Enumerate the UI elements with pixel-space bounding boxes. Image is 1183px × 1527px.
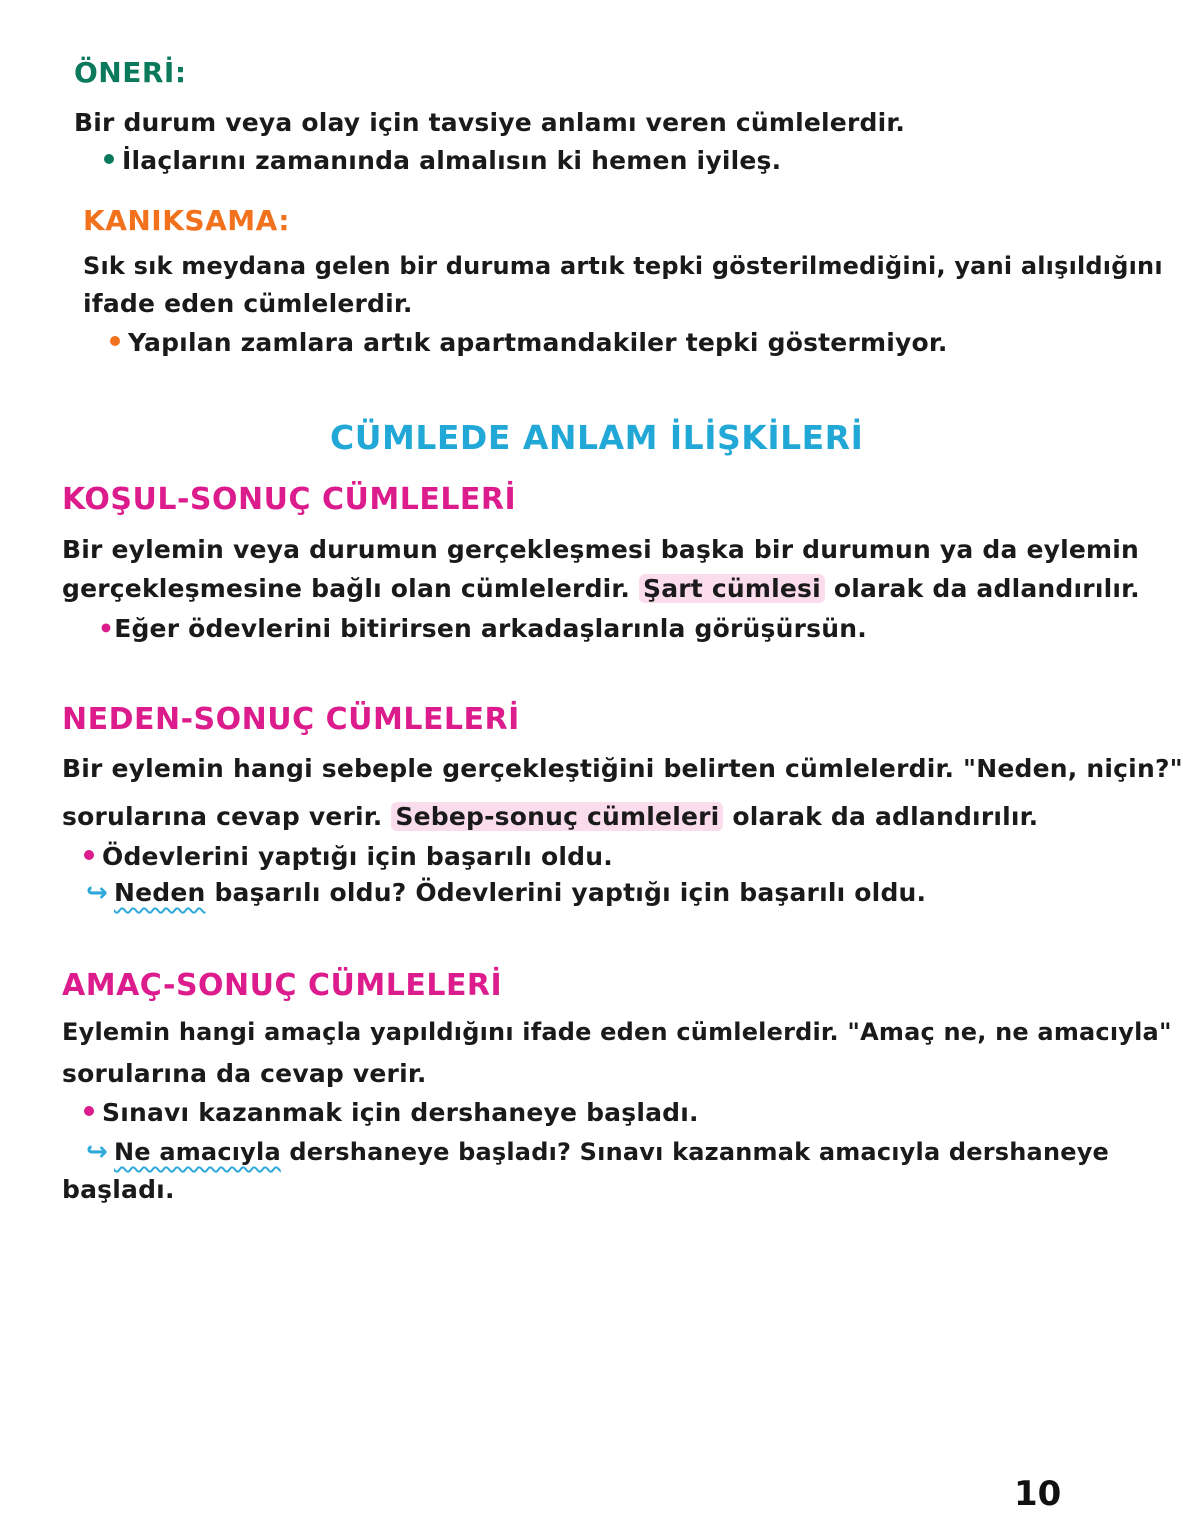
amac-definition-line2: sorularına da cevap verir. [62,1059,427,1088]
arrow-right-icon: ↪ [86,1137,108,1167]
kaniksama-definition-line2: ifade eden cümlelerdir. [83,289,413,318]
kosul-definition-line1: Bir eylemin veya durumun gerçekleşmesi başka bir durumun ya da eylemin [62,535,1140,564]
amac-example [84,1098,699,1127]
example-text: Ödevlerini yaptığı için başarılı oldu. [102,842,613,871]
question-text: başarılı oldu? Ödevlerini yaptığı için başarılı oldu. [214,878,927,907]
question-word: Neden [114,878,206,907]
kaniksama-example [110,328,948,357]
arrow-right-icon: ↪ [86,878,108,908]
example-text: Sınavı kazanmak için dershaneye başladı. [102,1098,699,1127]
kaniksama-definition-line1: Sık sık meydana gelen bir duruma artık tepki gösterilmediğini, yani alışıldığını [83,252,1163,280]
bullet-icon [110,336,120,346]
definition-text: sorularına cevap verir. [62,802,383,831]
kosul-heading: KOŞUL-SONUÇ CÜMLELERİ [62,482,517,517]
page-title: CÜMLEDE ANLAM İLİŞKİLERİ [330,418,864,457]
example-text: Yapılan zamlara artık apartmandakiler tepki göstermiyor. [128,328,948,357]
neden-definition-line1: Bir eylemin hangi sebeple gerçekleştiğini belirten cümlelerdir. "Neden, niçin?" [62,754,1183,783]
definition-text: gerçekleşmesine bağlı olan cümlelerdir. [62,574,631,603]
example-text: İlaçlarını zamanında almalısın ki hemen iyileş. [122,146,782,175]
amac-question [86,1137,1109,1167]
page-number: 10 [1014,1474,1062,1514]
amac-question-line2: başladı. [62,1175,175,1204]
bullet-icon [104,154,114,164]
oneri-example [104,146,781,175]
bullet-icon [84,850,94,860]
oneri-definition: Bir durum veya olay için tavsiye anlamı veren cümlelerdir. [74,108,906,137]
question-word: Ne amacıyla [114,1138,281,1166]
neden-example [84,842,613,871]
highlighted-term: Şart cümlesi [639,574,825,603]
definition-text: olarak da adlandırılır. [732,802,1039,831]
neden-heading: NEDEN-SONUÇ CÜMLELERİ [62,702,520,737]
kaniksama-heading: KANIKSAMA: [83,204,291,237]
neden-definition-line2 [62,802,1038,831]
question-text: dershaneye başladı? Sınavı kazanmak amacıyla dershaneye [289,1138,1110,1166]
definition-text: olarak da adlandırılır. [833,574,1140,603]
kosul-example [98,614,867,643]
neden-question [86,878,926,908]
amac-heading: AMAÇ-SONUÇ CÜMLELERİ [62,968,503,1003]
bullet-icon [84,1106,94,1116]
highlighted-term: Sebep-sonuç cümleleri [391,802,723,831]
example-text: Eğer ödevlerini bitirirsen arkadaşlarınla görüşürsün. [114,614,867,643]
amac-definition-line1: Eylemin hangi amaçla yapıldığını ifade eden cümlelerdir. "Amaç ne, ne amacıyla" [62,1018,1172,1046]
oneri-heading: ÖNERİ: [74,56,187,89]
kosul-definition-line2 [62,574,1140,603]
bullet-icon: • [98,614,115,643]
